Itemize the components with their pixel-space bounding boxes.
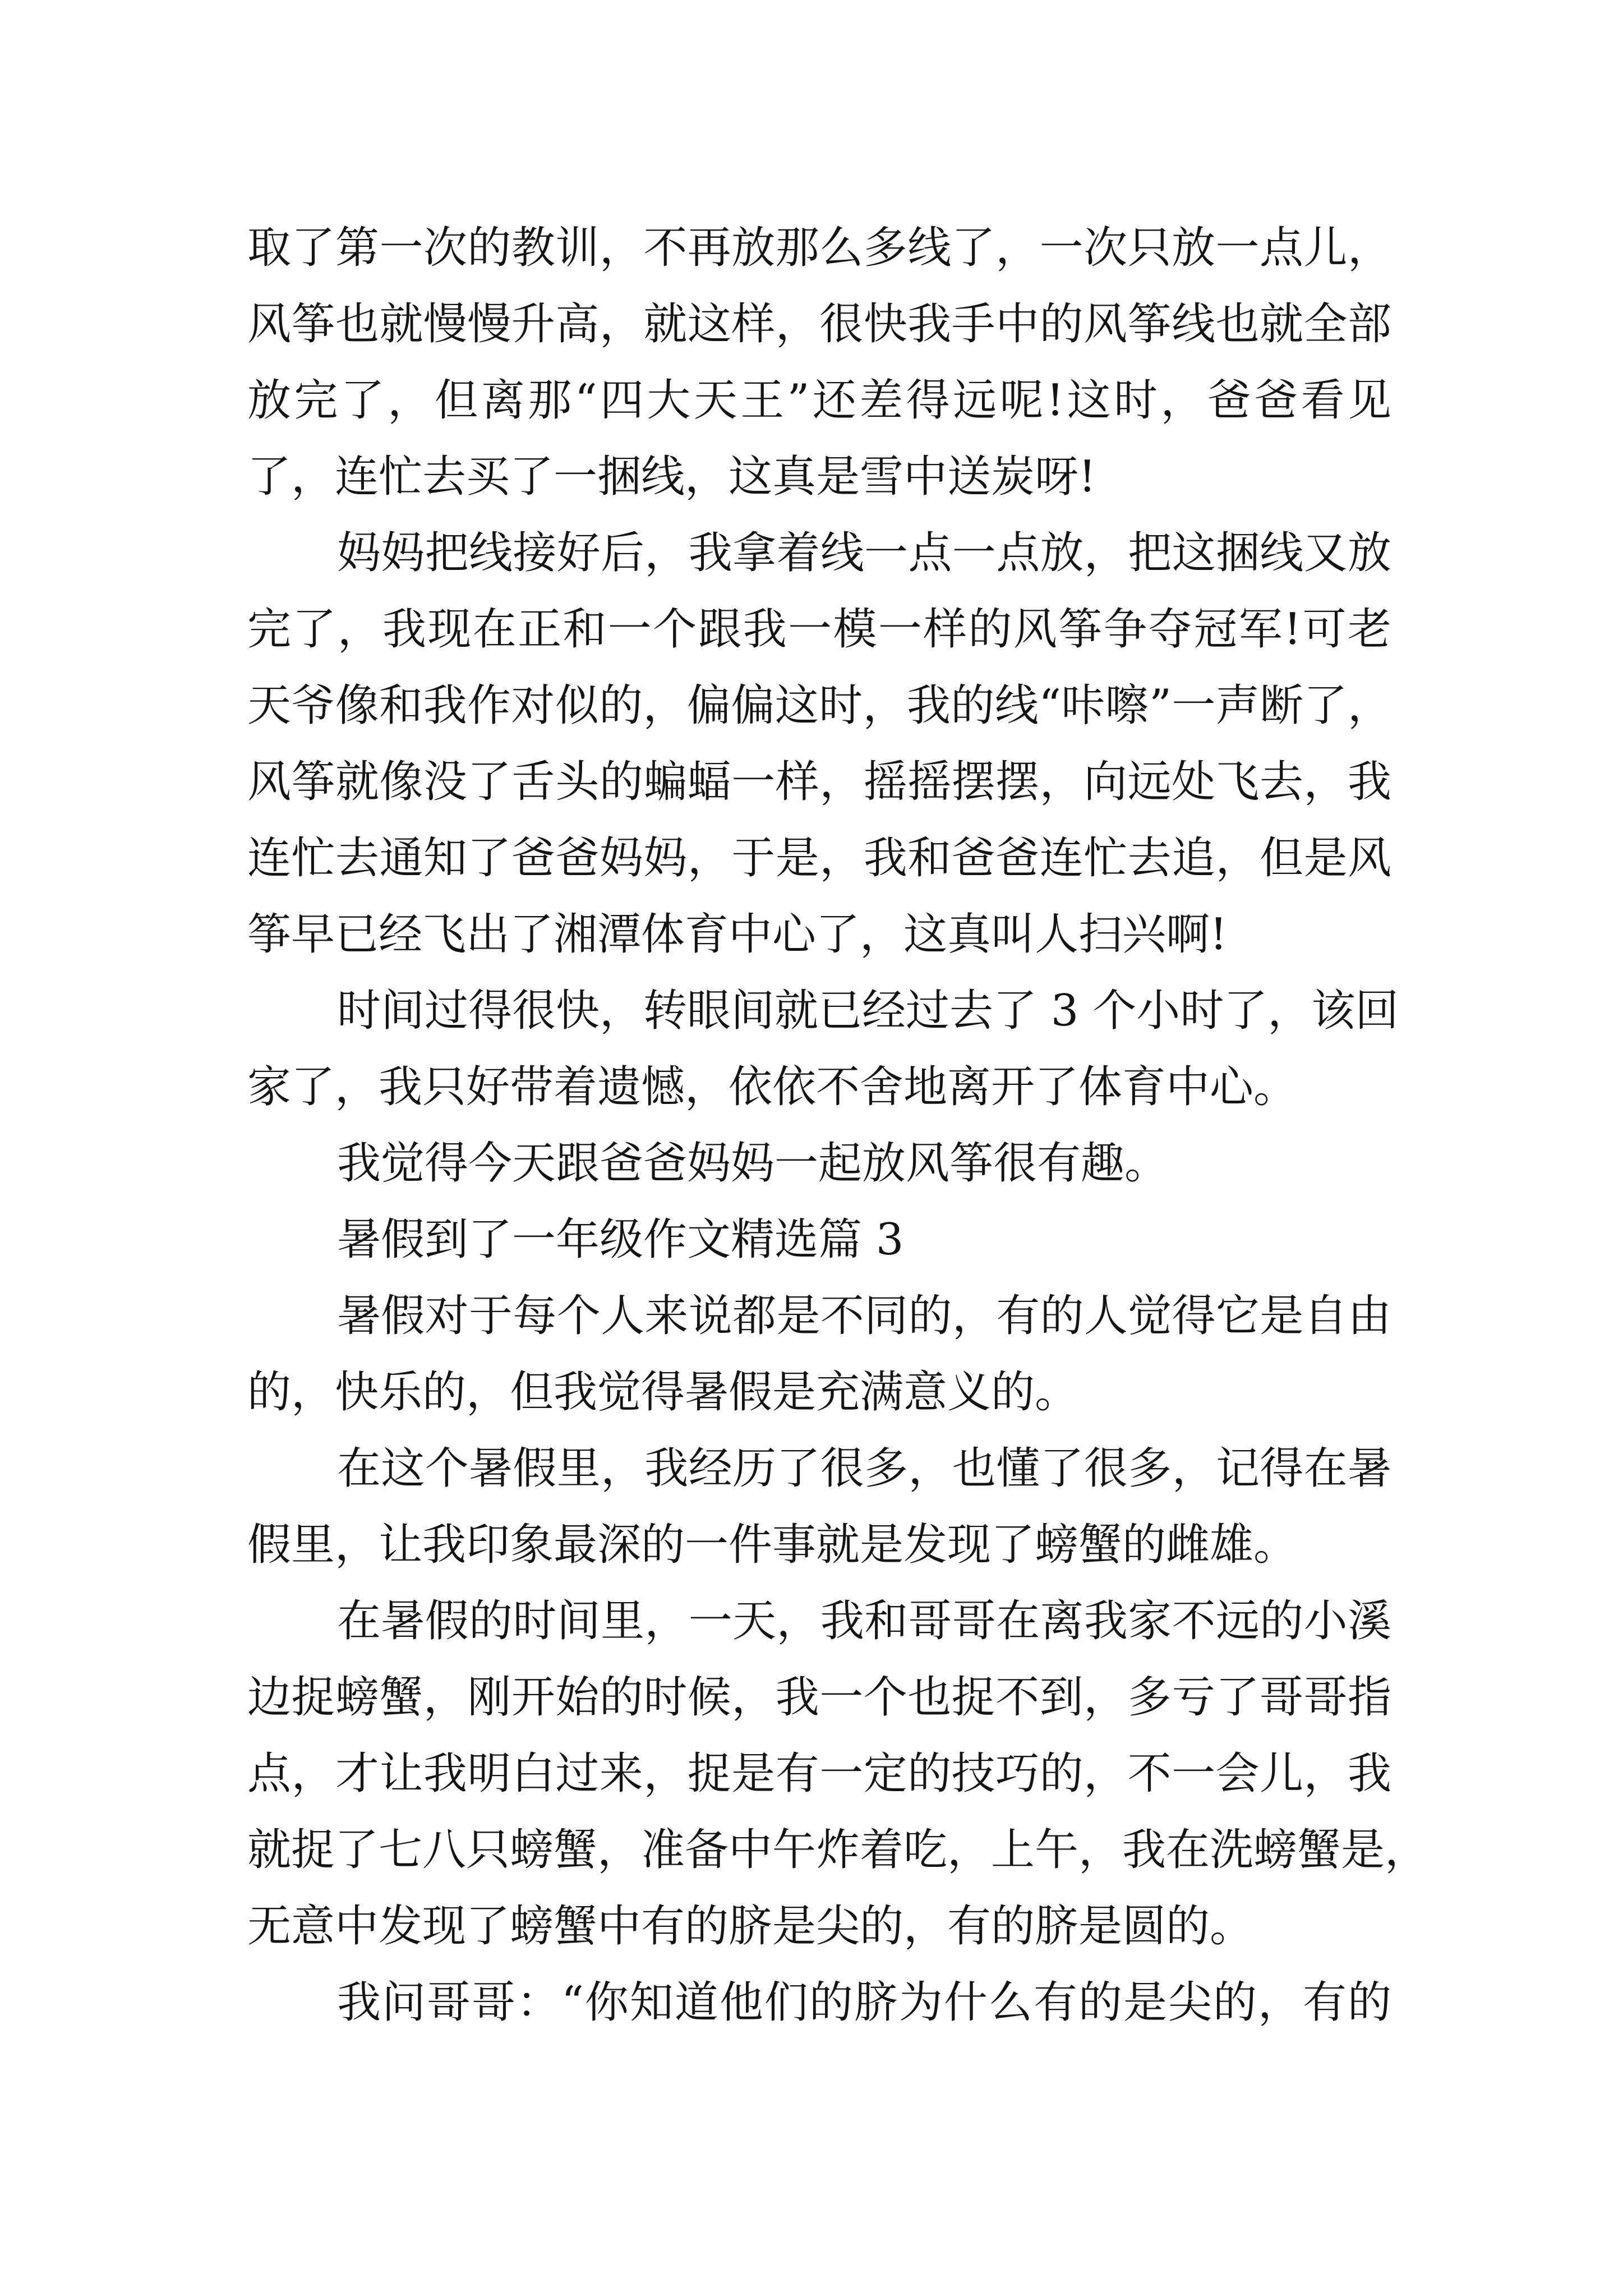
text-line: 连忙去通知了爸爸妈妈，于是，我和爸爸连忙去追，但是风 <box>247 833 1391 884</box>
text-line: 时间过得很快，转眼间就已经过去了 3 个小时了，该回 <box>337 986 1399 1036</box>
section-heading: 暑假到了一年级作文精选篇 3 <box>337 1214 904 1265</box>
text-line: 完了，我现在正和一个跟我一模一样的风筝争夺冠军!可老 <box>247 604 1391 655</box>
text-line: 了，连忙去买了一捆线，这真是雪中送炭呀! <box>247 452 1096 502</box>
text-line: 风筝就像没了舌头的蝙蝠一样，摇摇摆摆，向远处飞去，我 <box>247 757 1391 807</box>
text-line: 边捉螃蟹，刚开始的时候，我一个也捉不到，多亏了哥哥指 <box>247 1672 1391 1723</box>
text-line: 家了，我只好带着遗憾，依依不舍地离开了体育中心。 <box>247 1062 1298 1112</box>
text-line: 放完了，但离那“四大天王”还差得远呢!这时，爸爸看见 <box>247 375 1391 426</box>
text-line: 我觉得今天跟爸爸妈妈一起放风筝很有趣。 <box>337 1138 1169 1189</box>
text-line: 风筝也就慢慢升高，就这样，很快我手中的风筝线也就全部 <box>247 299 1391 349</box>
text-line: 假里，让我印象最深的一件事就是发现了螃蟹的雌雄。 <box>247 1520 1298 1570</box>
text-line: 在这个暑假里，我经历了很多，也懂了很多，记得在暑 <box>337 1443 1391 1494</box>
text-line: 的，快乐的，但我觉得暑假是充满意义的。 <box>247 1367 1079 1418</box>
text-line: 妈妈把线接好后，我拿着线一点一点放，把这捆线又放 <box>337 528 1391 578</box>
text-line: 暑假对于每个人来说都是不同的，有的人觉得它是自由 <box>337 1291 1391 1341</box>
text-line: 点，才让我明白过来，捉是有一定的技巧的，不一会儿，我 <box>247 1749 1391 1799</box>
text-line: 无意中发现了螃蟹中有的脐是尖的，有的脐是圆的。 <box>247 1901 1254 1952</box>
text-line: 取了第一次的教训，不再放那么多线了，一次只放一点儿， <box>247 223 1391 273</box>
text-line: 我问哥哥：“你知道他们的脐为什么有的是尖的，有的 <box>337 1977 1391 2028</box>
text-line: 在暑假的时间里，一天，我和哥哥在离我家不远的小溪 <box>337 1596 1391 1646</box>
text-line: 筝早已经飞出了湘潭体育中心了，这真叫人扫兴啊! <box>247 909 1228 960</box>
text-line: 就捉了七八只螃蟹，准备中午炸着吃，上午，我在洗螃蟹是， <box>247 1825 1429 1875</box>
text-line: 天爷像和我作对似的，偏偏这时，我的线“咔嚓”一声断了， <box>247 680 1391 731</box>
